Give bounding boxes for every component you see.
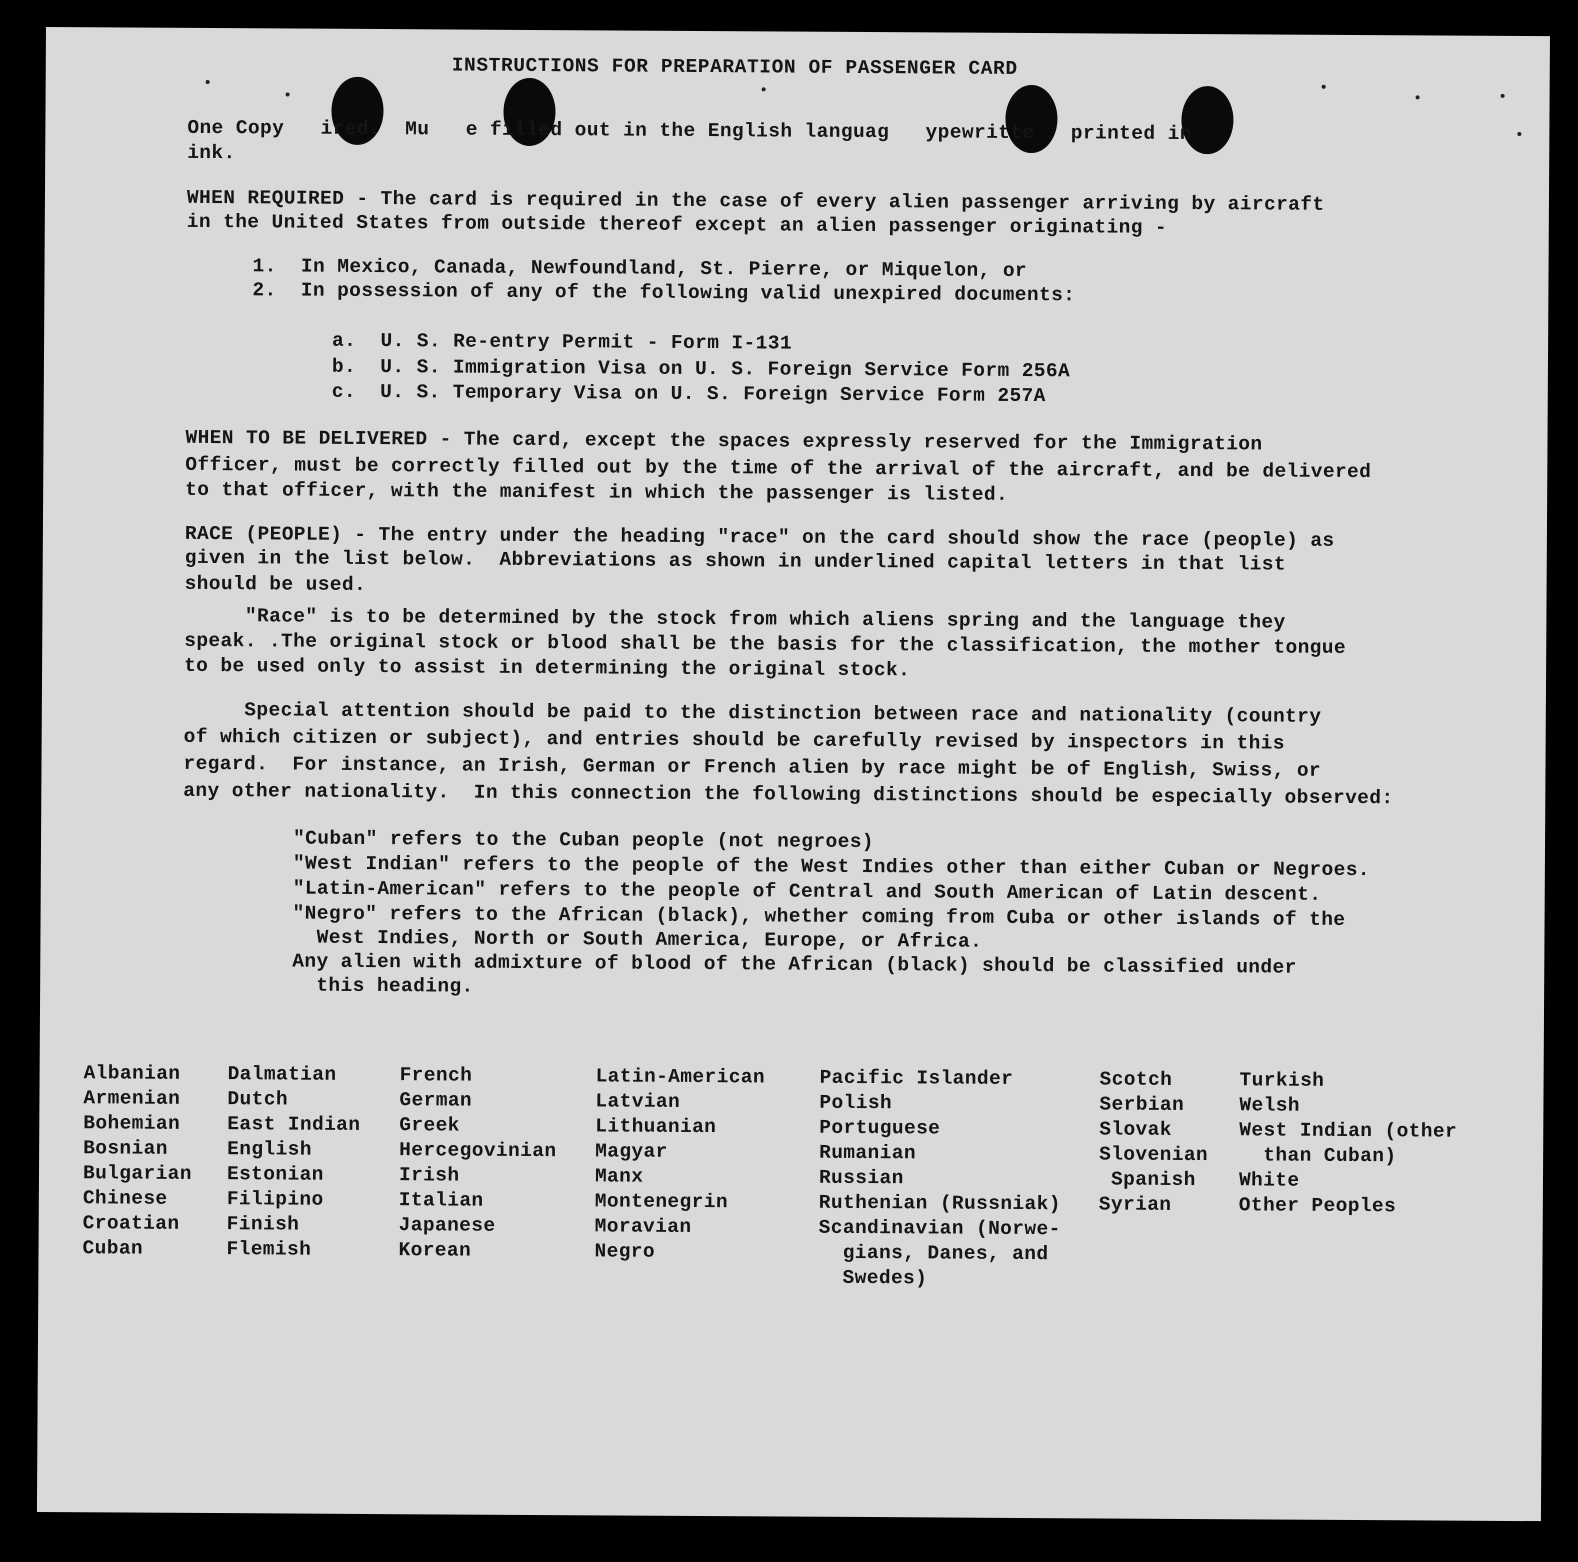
special-line-4: any other nationality. In this connection the following distinctions should be especially observed: <box>183 779 1394 810</box>
speck <box>206 80 210 84</box>
race-line-2: given in the list below. Abbreviations as shown in underlined capital letters in that list <box>184 546 1287 576</box>
race-entry: Hercegovinian <box>399 1139 557 1163</box>
race-entry: Swedes) <box>818 1266 928 1290</box>
race-entry: Moravian <box>594 1215 692 1238</box>
distinction-line-3: "Latin-American" refers to the people of Central and South American of Latin descent. <box>292 877 1322 906</box>
distinction-line-7: this heading. <box>292 974 474 998</box>
distinction-line-4: "Negro" refers to the African (black), whether coming from Cuba or other islands of the <box>292 902 1346 931</box>
race-line-1: RACE (PEOPLE) - The entry under the heading "race" on the card should show the race (people) as <box>184 522 1335 552</box>
race-entry: Bosnian <box>83 1137 168 1160</box>
race-entry: Syrian <box>1098 1193 1172 1216</box>
special-line-2: of which citizen or subject), and entries should be carefully revised by inspectors in this <box>183 725 1285 755</box>
race-column-7 <box>1239 1068 1458 1219</box>
document-c: c. U. S. Temporary Visa on U. S. Foreign Service Form 257A <box>331 380 1046 408</box>
race-entry: Flemish <box>226 1238 312 1261</box>
race-entry: Chinese <box>82 1187 168 1210</box>
race-entry: Scandinavian (Norwe- <box>818 1216 1061 1241</box>
race-entry: Other Peoples <box>1238 1194 1397 1218</box>
race-entry: German <box>399 1089 473 1112</box>
race-entry: Magyar <box>595 1140 668 1163</box>
race-entry: Polish <box>819 1091 893 1115</box>
race-entry: Manx <box>594 1165 644 1188</box>
race-entry: White <box>1238 1169 1300 1192</box>
condition-1: 1. In Mexico, Canada, Newfoundland, St. Pierre, or Miquelon, or <box>252 255 1028 282</box>
race-entry: Spanish <box>1098 1168 1196 1192</box>
race-entry: Latin-American <box>595 1065 766 1089</box>
intro-line-2: ink. <box>187 141 236 165</box>
race-entry: Bohemian <box>83 1112 181 1135</box>
race-entry: gians, Danes, and <box>818 1241 1049 1266</box>
race-entry: West Indian (other <box>1239 1119 1458 1143</box>
race-entry: Albanian <box>83 1062 181 1085</box>
special-line-1: Special attention should be paid to the distinction between race and nationality (country <box>183 698 1322 728</box>
document-a: a. U. S. Re-entry Permit - Form I-131 <box>332 329 793 355</box>
speck <box>1416 95 1420 99</box>
race-entry: Russian <box>818 1166 904 1190</box>
speck <box>762 87 766 91</box>
speck <box>1322 85 1326 89</box>
race-column-6 <box>1099 1067 1209 1218</box>
race-column-1 <box>82 1061 192 1262</box>
race-entry: Bulgarian <box>82 1162 192 1185</box>
race-column-3 <box>398 1063 557 1264</box>
race-entry: Italian <box>398 1189 484 1212</box>
race-entry: Armenian <box>83 1087 181 1110</box>
when-required-line-2: in the United States from outside thereof except an alien passenger originating - <box>186 210 1168 239</box>
race-line-3: should be used. <box>184 572 367 596</box>
race-entry: Croatian <box>82 1212 180 1235</box>
race-entry: Cuban <box>82 1237 144 1260</box>
special-line-3: regard. For instance, an Irish, German or French alien by race might be of English, Swiss, or <box>183 752 1322 782</box>
race-entry: Dalmatian <box>227 1063 337 1086</box>
race-def-line-2: speak. .The original stock or blood shall be the basis for the classification, the mother tongue <box>184 629 1347 659</box>
speck <box>1501 94 1505 98</box>
race-entry: than Cuban) <box>1239 1144 1397 1168</box>
race-entry: Dutch <box>227 1088 289 1111</box>
race-entry: Portuguese <box>819 1116 941 1140</box>
race-def-line-1: "Race" is to be determined by the stock from which aliens spring and the language they <box>184 604 1286 634</box>
race-entry: Slovenian <box>1099 1143 1209 1167</box>
distinction-line-1: "Cuban" refers to the Cuban people (not negroes) <box>292 827 875 854</box>
race-entry: Pacific Islander <box>819 1066 1014 1090</box>
race-entry: Estonian <box>226 1163 324 1186</box>
race-entry: French <box>399 1064 473 1087</box>
race-column-4 <box>594 1064 765 1265</box>
race-entry: Finish <box>226 1213 300 1236</box>
document-b: b. U. S. Immigration Visa on U. S. Foreign Service Form 256A <box>331 355 1071 383</box>
when-delivered-line-2: Officer, must be correctly filled out by the time of the arrival of the aircraft, and be delivered <box>185 453 1372 484</box>
distinction-line-5: West Indies, North or South America, Europe, or Africa. <box>292 926 983 953</box>
when-required-line-1: WHEN REQUIRED - The card is required in the case of every alien passenger arriving by aircraft <box>186 186 1325 216</box>
race-entry: Slovak <box>1099 1118 1172 1141</box>
race-entry: Korean <box>398 1239 472 1262</box>
race-entry: East Indian <box>227 1113 361 1136</box>
race-entry: Scotch <box>1099 1068 1173 1091</box>
race-entry: Negro <box>594 1240 656 1263</box>
race-entry: Greek <box>399 1114 460 1137</box>
when-delivered-line-1: WHEN TO BE DELIVERED - The card, except the spaces expressly reserved for the Immigration <box>185 426 1263 456</box>
race-entry: Montenegrin <box>594 1190 729 1214</box>
race-entry: Serbian <box>1099 1093 1185 1116</box>
race-entry: Welsh <box>1239 1094 1301 1117</box>
race-entry: Filipino <box>226 1188 324 1211</box>
race-column-2 <box>226 1062 360 1263</box>
speck <box>1517 132 1521 136</box>
intro-line-1: One Copy ired. Mu e filled out in the English languag ypewritte printed in <box>187 116 1192 146</box>
race-entry: Lithuanian <box>595 1115 717 1139</box>
race-entry: Japanese <box>398 1214 496 1237</box>
race-entry: Irish <box>398 1164 460 1187</box>
speck <box>286 92 290 96</box>
document-page <box>37 27 1550 1521</box>
condition-2: 2. In possession of any of the following valid unexpired documents: <box>252 279 1076 307</box>
race-entry: Turkish <box>1239 1069 1325 1092</box>
distinction-line-2: "West Indian" refers to the people of the West Indies other than either Cuban or Negroes. <box>292 852 1371 882</box>
distinction-line-6: Any alien with admixture of blood of the African (black) should be classified under <box>292 950 1297 979</box>
race-entry: Latvian <box>595 1090 681 1113</box>
race-entry: Rumanian <box>819 1141 917 1165</box>
race-entry: Ruthenian (Russniak) <box>818 1191 1061 1216</box>
page-title: INSTRUCTIONS FOR PREPARATION OF PASSENGER CARD <box>451 54 1018 80</box>
race-def-line-3: to be used only to assist in determining the original stock. <box>184 654 911 682</box>
race-column-5 <box>818 1066 1061 1292</box>
race-entry: English <box>227 1138 312 1161</box>
when-delivered-line-3: to that officer, with the manifest in which the passenger is listed. <box>185 478 1009 506</box>
